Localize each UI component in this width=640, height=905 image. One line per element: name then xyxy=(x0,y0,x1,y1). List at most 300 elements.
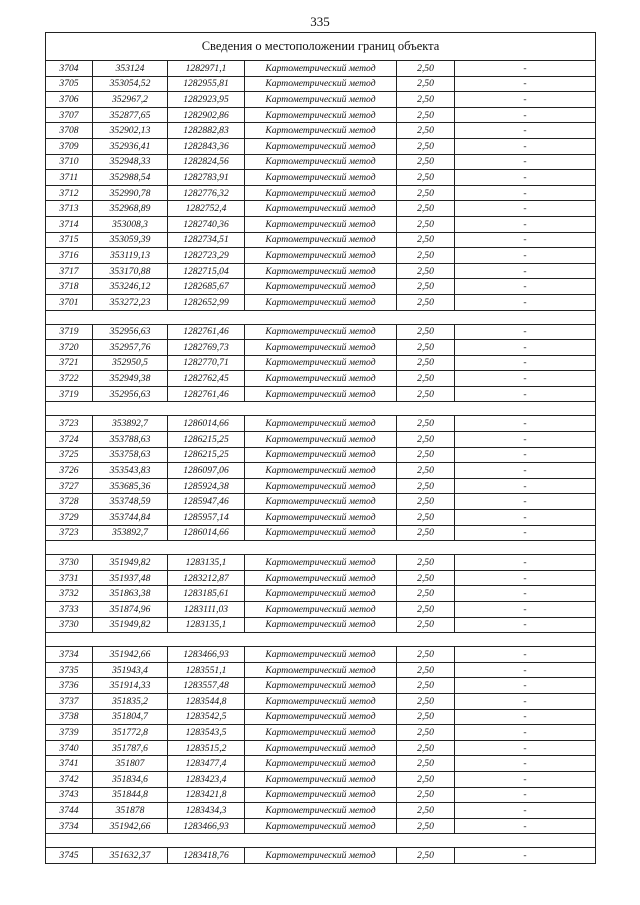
description-cell: - xyxy=(455,138,596,154)
accuracy-cell: 2,50 xyxy=(397,92,455,108)
x-coordinate-cell: 352957,76 xyxy=(93,340,168,356)
point-number-cell: 3728 xyxy=(46,494,93,510)
method-cell: Картометрический метод xyxy=(245,248,397,264)
x-coordinate-cell: 351874,96 xyxy=(93,602,168,618)
accuracy-cell: 2,50 xyxy=(397,463,455,479)
point-number-cell: 3740 xyxy=(46,740,93,756)
y-coordinate-cell: 1282843,36 xyxy=(168,138,245,154)
accuracy-cell: 2,50 xyxy=(397,248,455,264)
description-cell: - xyxy=(455,201,596,217)
table-row xyxy=(46,602,596,618)
table-row xyxy=(46,647,596,663)
x-coordinate-cell: 351844,8 xyxy=(93,787,168,803)
method-cell: Картометрический метод xyxy=(245,787,397,803)
method-cell: Картометрический метод xyxy=(245,678,397,694)
accuracy-cell: 2,50 xyxy=(397,138,455,154)
point-number-cell: 3720 xyxy=(46,340,93,356)
accuracy-cell: 2,50 xyxy=(397,510,455,526)
accuracy-cell: 2,50 xyxy=(397,740,455,756)
x-coordinate-cell: 352877,65 xyxy=(93,107,168,123)
y-coordinate-cell: 1286215,25 xyxy=(168,432,245,448)
point-number-cell: 3721 xyxy=(46,355,93,371)
method-cell: Картометрический метод xyxy=(245,371,397,387)
x-coordinate-cell: 352949,38 xyxy=(93,371,168,387)
table-row xyxy=(46,371,596,387)
method-cell: Картометрический метод xyxy=(245,494,397,510)
point-number-cell: 3743 xyxy=(46,787,93,803)
accuracy-cell: 2,50 xyxy=(397,709,455,725)
group-separator xyxy=(46,633,596,647)
point-number-cell: 3734 xyxy=(46,818,93,834)
y-coordinate-cell: 1285947,46 xyxy=(168,494,245,510)
table-row xyxy=(46,725,596,741)
accuracy-cell: 2,50 xyxy=(397,232,455,248)
y-coordinate-cell: 1282769,73 xyxy=(168,340,245,356)
method-cell: Картометрический метод xyxy=(245,463,397,479)
y-coordinate-cell: 1282761,46 xyxy=(168,386,245,402)
accuracy-cell: 2,50 xyxy=(397,787,455,803)
point-number-cell: 3725 xyxy=(46,447,93,463)
description-cell: - xyxy=(455,232,596,248)
method-cell: Картометрический метод xyxy=(245,154,397,170)
accuracy-cell: 2,50 xyxy=(397,570,455,586)
method-cell: Картометрический метод xyxy=(245,570,397,586)
description-cell: - xyxy=(455,678,596,694)
x-coordinate-cell: 353124 xyxy=(93,61,168,77)
group-separator xyxy=(46,834,596,848)
table-row xyxy=(46,92,596,108)
table-row xyxy=(46,61,596,77)
method-cell: Картометрический метод xyxy=(245,510,397,526)
x-coordinate-cell: 351807 xyxy=(93,756,168,772)
y-coordinate-cell: 1282882,83 xyxy=(168,123,245,139)
y-coordinate-cell: 1282740,36 xyxy=(168,216,245,232)
accuracy-cell: 2,50 xyxy=(397,324,455,340)
method-cell: Картометрический метод xyxy=(245,107,397,123)
point-number-cell: 3701 xyxy=(46,294,93,310)
table-row xyxy=(46,185,596,201)
accuracy-cell: 2,50 xyxy=(397,416,455,432)
method-cell: Картометрический метод xyxy=(245,709,397,725)
description-cell: - xyxy=(455,386,596,402)
table-row xyxy=(46,432,596,448)
method-cell: Картометрический метод xyxy=(245,61,397,77)
x-coordinate-cell: 353758,63 xyxy=(93,447,168,463)
point-number-cell: 3730 xyxy=(46,555,93,571)
accuracy-cell: 2,50 xyxy=(397,263,455,279)
x-coordinate-cell: 351942,66 xyxy=(93,647,168,663)
group-separator-row xyxy=(46,310,596,324)
table-row xyxy=(46,709,596,725)
method-cell: Картометрический метод xyxy=(245,216,397,232)
y-coordinate-cell: 1283542,5 xyxy=(168,709,245,725)
description-cell: - xyxy=(455,525,596,541)
point-number-cell: 3732 xyxy=(46,586,93,602)
description-cell: - xyxy=(455,123,596,139)
boundary-coordinates-table xyxy=(45,32,596,864)
method-cell: Картометрический метод xyxy=(245,263,397,279)
method-cell: Картометрический метод xyxy=(245,848,397,864)
accuracy-cell: 2,50 xyxy=(397,771,455,787)
y-coordinate-cell: 1283418,76 xyxy=(168,848,245,864)
method-cell: Картометрический метод xyxy=(245,447,397,463)
description-cell: - xyxy=(455,818,596,834)
description-cell: - xyxy=(455,340,596,356)
description-cell: - xyxy=(455,432,596,448)
point-number-cell: 3744 xyxy=(46,803,93,819)
x-coordinate-cell: 351949,82 xyxy=(93,555,168,571)
table-row xyxy=(46,154,596,170)
y-coordinate-cell: 1283212,87 xyxy=(168,570,245,586)
table-row xyxy=(46,848,596,864)
method-cell: Картометрический метод xyxy=(245,92,397,108)
x-coordinate-cell: 353119,13 xyxy=(93,248,168,264)
table-row xyxy=(46,355,596,371)
table-body xyxy=(46,61,596,864)
table-row xyxy=(46,279,596,295)
point-number-cell: 3711 xyxy=(46,170,93,186)
point-number-cell: 3745 xyxy=(46,848,93,864)
point-number-cell: 3727 xyxy=(46,478,93,494)
point-number-cell: 3716 xyxy=(46,248,93,264)
accuracy-cell: 2,50 xyxy=(397,447,455,463)
description-cell: - xyxy=(455,602,596,618)
accuracy-cell: 2,50 xyxy=(397,201,455,217)
accuracy-cell: 2,50 xyxy=(397,123,455,139)
method-cell: Картометрический метод xyxy=(245,386,397,402)
y-coordinate-cell: 1282715,04 xyxy=(168,263,245,279)
table-row xyxy=(46,803,596,819)
point-number-cell: 3712 xyxy=(46,185,93,201)
y-coordinate-cell: 1282824,56 xyxy=(168,154,245,170)
method-cell: Картометрический метод xyxy=(245,555,397,571)
group-separator-row xyxy=(46,402,596,416)
table-row xyxy=(46,463,596,479)
accuracy-cell: 2,50 xyxy=(397,154,455,170)
point-number-cell: 3713 xyxy=(46,201,93,217)
group-separator xyxy=(46,541,596,555)
y-coordinate-cell: 1283434,3 xyxy=(168,803,245,819)
x-coordinate-cell: 353744,84 xyxy=(93,510,168,526)
x-coordinate-cell: 352936,41 xyxy=(93,138,168,154)
point-number-cell: 3723 xyxy=(46,525,93,541)
description-cell: - xyxy=(455,756,596,772)
point-number-cell: 3724 xyxy=(46,432,93,448)
method-cell: Картометрический метод xyxy=(245,355,397,371)
x-coordinate-cell: 353054,52 xyxy=(93,76,168,92)
accuracy-cell: 2,50 xyxy=(397,662,455,678)
group-separator-row xyxy=(46,834,596,848)
point-number-cell: 3704 xyxy=(46,61,93,77)
table-row xyxy=(46,386,596,402)
point-number-cell: 3726 xyxy=(46,463,93,479)
description-cell: - xyxy=(455,617,596,633)
point-number-cell: 3722 xyxy=(46,371,93,387)
y-coordinate-cell: 1286014,66 xyxy=(168,416,245,432)
description-cell: - xyxy=(455,355,596,371)
y-coordinate-cell: 1286014,66 xyxy=(168,525,245,541)
method-cell: Картометрический метод xyxy=(245,756,397,772)
y-coordinate-cell: 1283477,4 xyxy=(168,756,245,772)
y-coordinate-cell: 1286097,06 xyxy=(168,463,245,479)
point-number-cell: 3707 xyxy=(46,107,93,123)
method-cell: Картометрический метод xyxy=(245,647,397,663)
y-coordinate-cell: 1282783,91 xyxy=(168,170,245,186)
point-number-cell: 3741 xyxy=(46,756,93,772)
point-number-cell: 3736 xyxy=(46,678,93,694)
x-coordinate-cell: 351937,48 xyxy=(93,570,168,586)
x-coordinate-cell: 353892,7 xyxy=(93,416,168,432)
method-cell: Картометрический метод xyxy=(245,123,397,139)
y-coordinate-cell: 1283185,61 xyxy=(168,586,245,602)
table-row xyxy=(46,756,596,772)
accuracy-cell: 2,50 xyxy=(397,818,455,834)
description-cell: - xyxy=(455,848,596,864)
x-coordinate-cell: 351863,38 xyxy=(93,586,168,602)
description-cell: - xyxy=(455,478,596,494)
y-coordinate-cell: 1283466,93 xyxy=(168,647,245,663)
x-coordinate-cell: 351834,6 xyxy=(93,771,168,787)
method-cell: Картометрический метод xyxy=(245,771,397,787)
description-cell: - xyxy=(455,107,596,123)
group-separator-row xyxy=(46,541,596,555)
description-cell: - xyxy=(455,662,596,678)
accuracy-cell: 2,50 xyxy=(397,107,455,123)
method-cell: Картометрический метод xyxy=(245,818,397,834)
x-coordinate-cell: 352968,89 xyxy=(93,201,168,217)
table-row xyxy=(46,478,596,494)
x-coordinate-cell: 353272,23 xyxy=(93,294,168,310)
point-number-cell: 3719 xyxy=(46,324,93,340)
accuracy-cell: 2,50 xyxy=(397,678,455,694)
y-coordinate-cell: 1285924,38 xyxy=(168,478,245,494)
accuracy-cell: 2,50 xyxy=(397,693,455,709)
method-cell: Картометрический метод xyxy=(245,740,397,756)
y-coordinate-cell: 1283551,1 xyxy=(168,662,245,678)
x-coordinate-cell: 351943,4 xyxy=(93,662,168,678)
y-coordinate-cell: 1283515,2 xyxy=(168,740,245,756)
description-cell: - xyxy=(455,76,596,92)
table-row xyxy=(46,510,596,526)
accuracy-cell: 2,50 xyxy=(397,494,455,510)
description-cell: - xyxy=(455,725,596,741)
table-row xyxy=(46,662,596,678)
table-row xyxy=(46,232,596,248)
point-number-cell: 3729 xyxy=(46,510,93,526)
point-number-cell: 3714 xyxy=(46,216,93,232)
x-coordinate-cell: 351787,6 xyxy=(93,740,168,756)
method-cell: Картометрический метод xyxy=(245,662,397,678)
accuracy-cell: 2,50 xyxy=(397,371,455,387)
accuracy-cell: 2,50 xyxy=(397,803,455,819)
table-row xyxy=(46,107,596,123)
table-title: Сведения о местоположении границ объекта xyxy=(46,33,596,61)
table-row xyxy=(46,525,596,541)
table-row xyxy=(46,494,596,510)
y-coordinate-cell: 1283423,4 xyxy=(168,771,245,787)
y-coordinate-cell: 1282652,99 xyxy=(168,294,245,310)
table-row xyxy=(46,416,596,432)
description-cell: - xyxy=(455,709,596,725)
y-coordinate-cell: 1283557,48 xyxy=(168,678,245,694)
method-cell: Картометрический метод xyxy=(245,185,397,201)
description-cell: - xyxy=(455,787,596,803)
table-row xyxy=(46,340,596,356)
description-cell: - xyxy=(455,693,596,709)
description-cell: - xyxy=(455,371,596,387)
description-cell: - xyxy=(455,248,596,264)
method-cell: Картометрический метод xyxy=(245,324,397,340)
y-coordinate-cell: 1282971,1 xyxy=(168,61,245,77)
y-coordinate-cell: 1283544,8 xyxy=(168,693,245,709)
point-number-cell: 3737 xyxy=(46,693,93,709)
x-coordinate-cell: 352902,13 xyxy=(93,123,168,139)
y-coordinate-cell: 1283421,8 xyxy=(168,787,245,803)
point-number-cell: 3709 xyxy=(46,138,93,154)
point-number-cell: 3718 xyxy=(46,279,93,295)
table-row xyxy=(46,138,596,154)
table-row xyxy=(46,324,596,340)
description-cell: - xyxy=(455,154,596,170)
table-row xyxy=(46,263,596,279)
y-coordinate-cell: 1282752,4 xyxy=(168,201,245,217)
accuracy-cell: 2,50 xyxy=(397,216,455,232)
y-coordinate-cell: 1282734,51 xyxy=(168,232,245,248)
y-coordinate-cell: 1286215,25 xyxy=(168,447,245,463)
x-coordinate-cell: 353788,63 xyxy=(93,432,168,448)
point-number-cell: 3739 xyxy=(46,725,93,741)
x-coordinate-cell: 352948,33 xyxy=(93,154,168,170)
x-coordinate-cell: 353059,39 xyxy=(93,232,168,248)
accuracy-cell: 2,50 xyxy=(397,525,455,541)
point-number-cell: 3715 xyxy=(46,232,93,248)
y-coordinate-cell: 1282723,29 xyxy=(168,248,245,264)
point-number-cell: 3719 xyxy=(46,386,93,402)
method-cell: Картометрический метод xyxy=(245,602,397,618)
method-cell: Картометрический метод xyxy=(245,803,397,819)
x-coordinate-cell: 353246,12 xyxy=(93,279,168,295)
accuracy-cell: 2,50 xyxy=(397,170,455,186)
accuracy-cell: 2,50 xyxy=(397,340,455,356)
x-coordinate-cell: 352956,63 xyxy=(93,324,168,340)
y-coordinate-cell: 1282955,81 xyxy=(168,76,245,92)
y-coordinate-cell: 1282762,45 xyxy=(168,371,245,387)
description-cell: - xyxy=(455,494,596,510)
group-separator xyxy=(46,402,596,416)
table-row xyxy=(46,76,596,92)
y-coordinate-cell: 1282685,67 xyxy=(168,279,245,295)
method-cell: Картометрический метод xyxy=(245,76,397,92)
method-cell: Картометрический метод xyxy=(245,201,397,217)
description-cell: - xyxy=(455,185,596,201)
accuracy-cell: 2,50 xyxy=(397,617,455,633)
point-number-cell: 3705 xyxy=(46,76,93,92)
x-coordinate-cell: 351942,66 xyxy=(93,818,168,834)
point-number-cell: 3735 xyxy=(46,662,93,678)
table-row xyxy=(46,555,596,571)
description-cell: - xyxy=(455,61,596,77)
table-row xyxy=(46,818,596,834)
description-cell: - xyxy=(455,586,596,602)
description-cell: - xyxy=(455,263,596,279)
x-coordinate-cell: 351914,33 xyxy=(93,678,168,694)
description-cell: - xyxy=(455,324,596,340)
x-coordinate-cell: 351632,37 xyxy=(93,848,168,864)
table-row xyxy=(46,447,596,463)
x-coordinate-cell: 352990,78 xyxy=(93,185,168,201)
x-coordinate-cell: 352988,54 xyxy=(93,170,168,186)
description-cell: - xyxy=(455,510,596,526)
point-number-cell: 3734 xyxy=(46,647,93,663)
accuracy-cell: 2,50 xyxy=(397,355,455,371)
accuracy-cell: 2,50 xyxy=(397,185,455,201)
accuracy-cell: 2,50 xyxy=(397,647,455,663)
accuracy-cell: 2,50 xyxy=(397,586,455,602)
description-cell: - xyxy=(455,803,596,819)
x-coordinate-cell: 352956,63 xyxy=(93,386,168,402)
description-cell: - xyxy=(455,170,596,186)
point-number-cell: 3731 xyxy=(46,570,93,586)
method-cell: Картометрический метод xyxy=(245,586,397,602)
description-cell: - xyxy=(455,647,596,663)
point-number-cell: 3738 xyxy=(46,709,93,725)
method-cell: Картометрический метод xyxy=(245,432,397,448)
x-coordinate-cell: 351878 xyxy=(93,803,168,819)
method-cell: Картометрический метод xyxy=(245,416,397,432)
table-row xyxy=(46,586,596,602)
method-cell: Картометрический метод xyxy=(245,294,397,310)
method-cell: Картометрический метод xyxy=(245,693,397,709)
table-row xyxy=(46,123,596,139)
y-coordinate-cell: 1282902,86 xyxy=(168,107,245,123)
point-number-cell: 3723 xyxy=(46,416,93,432)
method-cell: Картометрический метод xyxy=(245,138,397,154)
y-coordinate-cell: 1282923,95 xyxy=(168,92,245,108)
table-row xyxy=(46,678,596,694)
x-coordinate-cell: 351835,2 xyxy=(93,693,168,709)
method-cell: Картометрический метод xyxy=(245,478,397,494)
y-coordinate-cell: 1285957,14 xyxy=(168,510,245,526)
method-cell: Картометрический метод xyxy=(245,232,397,248)
table-row xyxy=(46,693,596,709)
coordinates-sheet xyxy=(45,32,595,864)
point-number-cell: 3733 xyxy=(46,602,93,618)
table-row xyxy=(46,787,596,803)
x-coordinate-cell: 353892,7 xyxy=(93,525,168,541)
point-number-cell: 3710 xyxy=(46,154,93,170)
x-coordinate-cell: 353543,83 xyxy=(93,463,168,479)
x-coordinate-cell: 353170,88 xyxy=(93,263,168,279)
y-coordinate-cell: 1283466,93 xyxy=(168,818,245,834)
table-row xyxy=(46,248,596,264)
accuracy-cell: 2,50 xyxy=(397,76,455,92)
table-row xyxy=(46,170,596,186)
x-coordinate-cell: 351772,8 xyxy=(93,725,168,741)
x-coordinate-cell: 352950,5 xyxy=(93,355,168,371)
description-cell: - xyxy=(455,294,596,310)
table-row xyxy=(46,771,596,787)
method-cell: Картометрический метод xyxy=(245,617,397,633)
accuracy-cell: 2,50 xyxy=(397,432,455,448)
table-row xyxy=(46,617,596,633)
method-cell: Картометрический метод xyxy=(245,340,397,356)
y-coordinate-cell: 1283135,1 xyxy=(168,617,245,633)
description-cell: - xyxy=(455,771,596,787)
accuracy-cell: 2,50 xyxy=(397,756,455,772)
method-cell: Картометрический метод xyxy=(245,725,397,741)
accuracy-cell: 2,50 xyxy=(397,294,455,310)
method-cell: Картометрический метод xyxy=(245,279,397,295)
